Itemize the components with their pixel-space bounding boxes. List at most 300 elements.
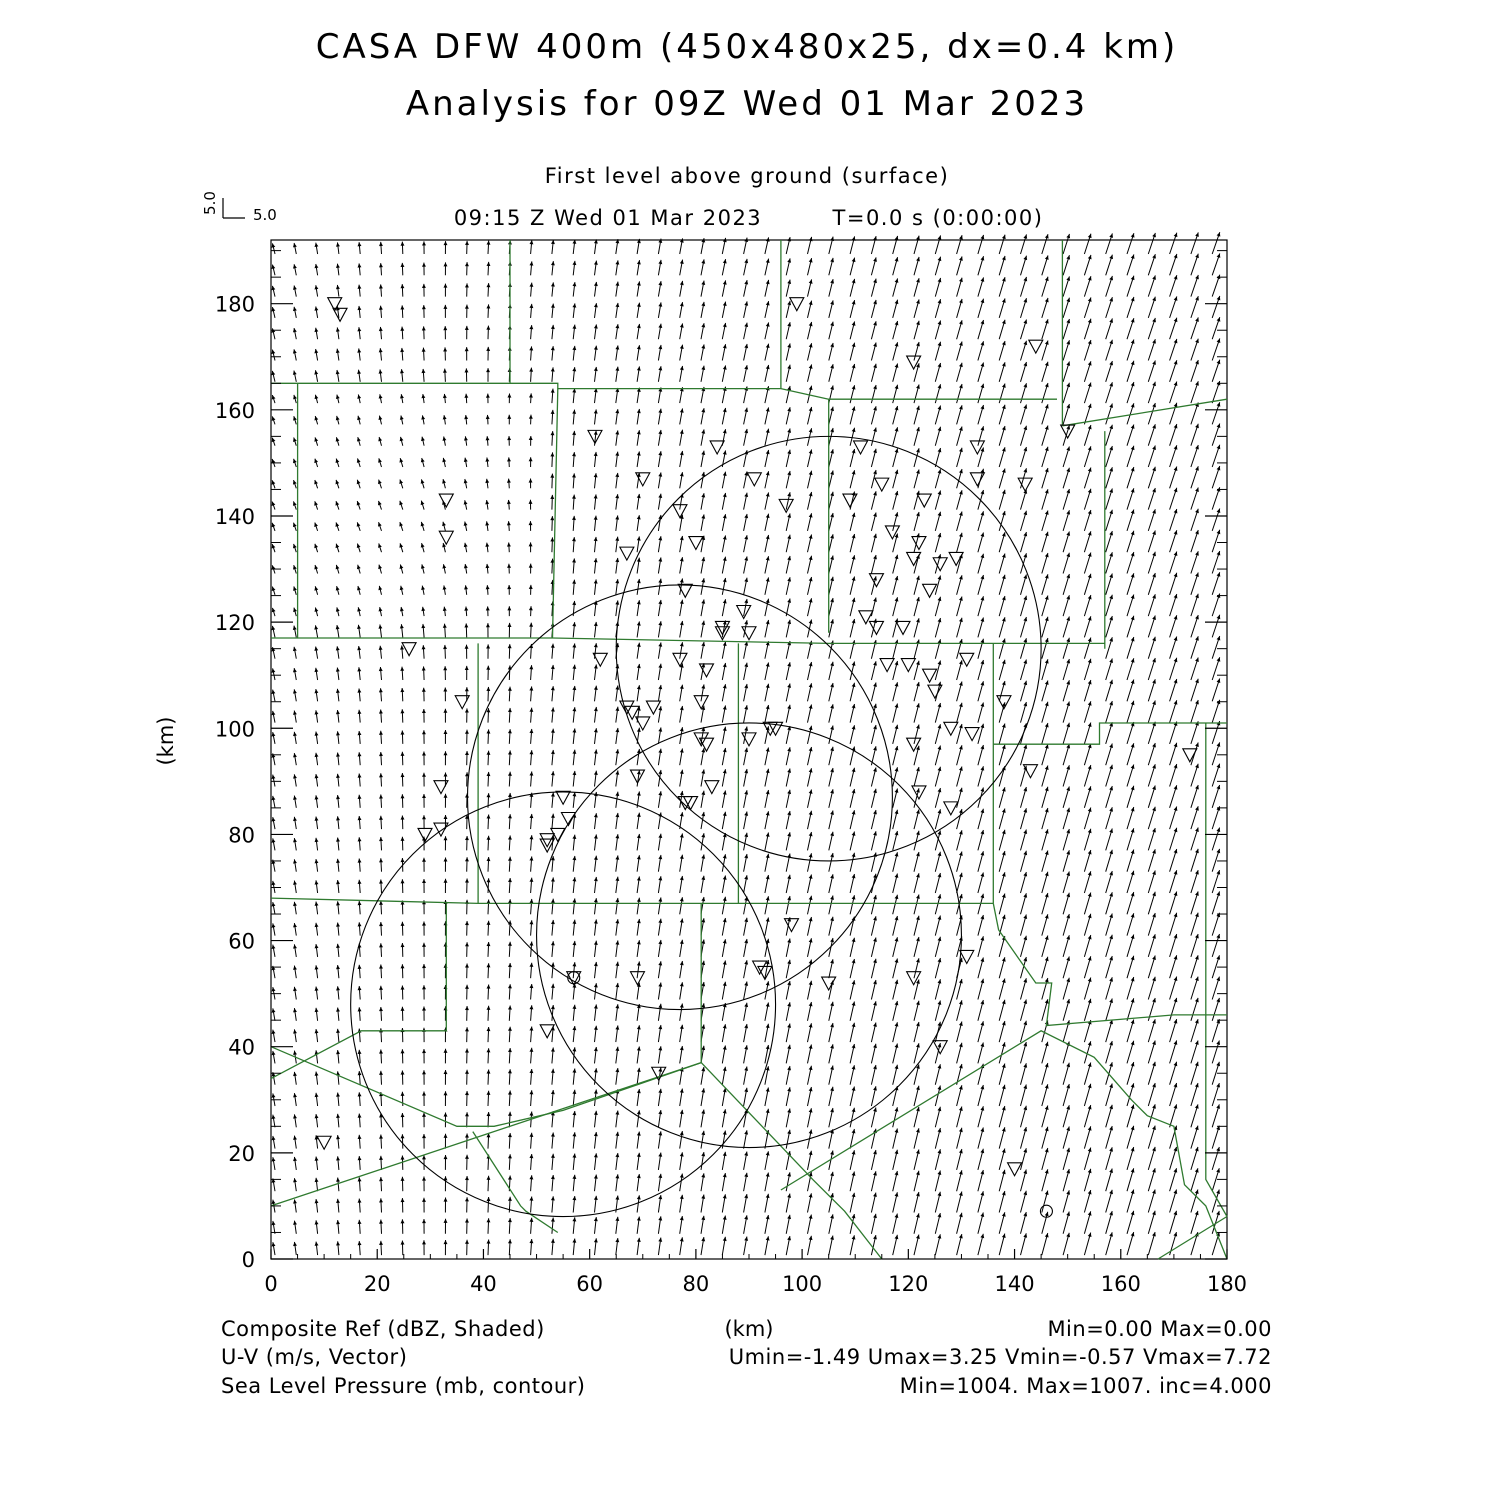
wind-vector [1212, 679, 1220, 702]
wind-vector [1021, 1000, 1028, 1021]
wind-vector [336, 795, 340, 808]
wind-vector [744, 1194, 749, 1212]
wind-vector [336, 774, 340, 787]
wind-vector [1021, 851, 1028, 872]
wind-vector [1170, 828, 1178, 851]
wind-vector [1191, 870, 1199, 893]
wind-vector [871, 300, 877, 318]
wind-vector [1021, 745, 1028, 766]
wind-vector [485, 458, 489, 467]
wind-vector [486, 347, 490, 361]
wind-vector [508, 835, 512, 850]
wind-vector [1021, 936, 1028, 957]
wind-vector [594, 1132, 598, 1149]
wind-vector [914, 1192, 920, 1212]
wind-vector [1170, 1104, 1178, 1127]
wind-vector [1191, 615, 1199, 637]
wind-vector [1212, 742, 1220, 765]
wind-vector [957, 299, 963, 318]
wind-vector [336, 880, 340, 893]
wind-vector [271, 668, 275, 680]
wind-vector [1042, 659, 1049, 680]
wind-vector [272, 1157, 276, 1170]
wind-vector [1084, 1211, 1091, 1233]
wind-vector [572, 1069, 576, 1085]
wind-vector [315, 243, 319, 254]
wind-vector [1170, 892, 1178, 915]
wind-vector [400, 394, 404, 403]
wind-vector [271, 307, 275, 318]
wind-vector [443, 394, 447, 403]
wind-vector [444, 1113, 448, 1128]
wind-vector [808, 981, 813, 1000]
wind-vector [485, 521, 489, 531]
wind-vector [1127, 658, 1134, 680]
wind-vector [871, 406, 877, 424]
wind-vector [315, 1220, 319, 1233]
wind-vector [615, 940, 619, 956]
wind-vector [1212, 1019, 1220, 1042]
wind-vector [765, 365, 770, 382]
wind-vector [1084, 999, 1091, 1021]
wind-vector [893, 300, 899, 318]
wind-vector [442, 564, 446, 573]
wind-vector [765, 769, 770, 787]
wind-vector [680, 1174, 684, 1192]
wind-vector [1191, 487, 1199, 509]
wind-vector [722, 1067, 726, 1085]
wind-vector [1106, 276, 1113, 297]
wind-vector [850, 725, 855, 744]
wind-vector [1148, 871, 1156, 893]
wind-vector [1021, 830, 1028, 851]
wind-vector [1127, 276, 1134, 297]
station-marker [869, 621, 883, 634]
wind-vector [1063, 1233, 1070, 1255]
wind-vector [957, 745, 963, 765]
wind-vector [615, 303, 619, 318]
wind-vector [744, 854, 749, 872]
wind-vector [271, 243, 275, 254]
x-tick-label: 160 [1100, 1272, 1141, 1296]
wind-vector [1191, 913, 1199, 936]
wind-vector [829, 322, 834, 340]
wind-vector [744, 429, 749, 446]
wind-vector [507, 606, 511, 616]
wind-vector [572, 728, 576, 743]
wind-vector [508, 942, 512, 957]
wind-vector [486, 326, 490, 340]
wind-vector [551, 367, 555, 381]
wind-vector [443, 305, 447, 318]
wind-vector [935, 745, 941, 765]
wind-vector [978, 830, 984, 850]
wind-vector [293, 774, 297, 786]
wind-vector [786, 853, 791, 871]
wind-vector [594, 409, 598, 424]
wind-vector [744, 918, 749, 936]
wind-vector [871, 980, 877, 999]
wind-vector [701, 1237, 705, 1255]
wind-vector [1106, 488, 1113, 509]
wind-vector [637, 494, 641, 510]
wind-vector [637, 1004, 641, 1021]
wind-vector [615, 367, 619, 382]
wind-vector [551, 644, 555, 659]
wind-vector [637, 366, 641, 381]
wind-vector [999, 553, 1005, 573]
wind-vector [722, 535, 726, 552]
wind-vector [315, 264, 319, 275]
wind-vector [1063, 893, 1070, 915]
wind-vector [529, 920, 533, 935]
wind-vector [786, 407, 791, 424]
wind-vector [786, 960, 791, 978]
wind-vector [1148, 701, 1156, 723]
wind-vector [1127, 254, 1134, 275]
wind-vector [357, 565, 361, 574]
wind-vector [529, 304, 533, 318]
wind-vector [615, 239, 619, 254]
wind-vector [379, 327, 383, 339]
wind-vector [615, 1004, 619, 1021]
wind-vector [1084, 1148, 1091, 1170]
wind-vector [658, 897, 662, 914]
wind-vector [444, 241, 448, 254]
wind-vector [315, 965, 319, 978]
wind-vector [978, 702, 984, 722]
wind-vector [1084, 1126, 1091, 1148]
wind-vector [1042, 680, 1049, 701]
station-marker [1008, 1163, 1022, 1176]
wind-vector [444, 1049, 448, 1064]
wind-vector [1042, 425, 1049, 445]
wind-vector [464, 394, 468, 403]
wind-vector [765, 1173, 770, 1192]
wind-vector [378, 437, 382, 446]
wind-vector [722, 408, 726, 424]
wind-vector [400, 667, 404, 680]
wind-vector [1191, 934, 1199, 957]
wind-vector [1148, 275, 1156, 296]
wind-vector [314, 370, 318, 382]
wind-vector [957, 533, 963, 552]
wind-vector [529, 368, 533, 382]
wind-vector [572, 920, 576, 936]
station-marker [737, 606, 751, 619]
wind-vector [379, 242, 383, 254]
wind-vector [722, 280, 726, 296]
wind-vector [701, 451, 705, 467]
wind-vector [357, 710, 361, 723]
wind-vector [914, 1022, 920, 1042]
wind-vector [701, 514, 705, 530]
wind-vector [1212, 657, 1220, 680]
wind-vector [999, 1085, 1005, 1106]
wind-vector [914, 852, 920, 872]
wind-vector [1170, 998, 1178, 1021]
wind-vector [850, 959, 855, 978]
wind-vector [1170, 551, 1178, 573]
wind-vector [680, 1237, 684, 1255]
wind-vector [1042, 808, 1049, 829]
wind-vector [1212, 977, 1220, 1000]
wind-vector [829, 300, 834, 317]
wind-vector [999, 1191, 1005, 1212]
wind-vector [443, 607, 447, 616]
wind-vector [765, 492, 770, 509]
wind-vector [1042, 1233, 1049, 1255]
wind-vector [1084, 1105, 1091, 1127]
wind-vector [1148, 509, 1156, 531]
wind-vector [400, 624, 404, 637]
wind-vector [464, 436, 468, 445]
wind-vector [615, 685, 619, 701]
wind-vector [1084, 531, 1091, 552]
wind-vector [999, 979, 1005, 1000]
wind-vector [422, 305, 426, 318]
wind-vector [1191, 1040, 1199, 1063]
wind-vector [658, 621, 662, 637]
wind-vector [680, 940, 684, 957]
wind-vector [850, 513, 855, 531]
wind-vector [572, 792, 576, 808]
wind-vector [1042, 553, 1049, 574]
wind-vector [850, 938, 855, 957]
wind-vector [829, 258, 834, 275]
wind-vector [401, 752, 405, 765]
station-marker [684, 797, 698, 810]
wind-vector [722, 365, 726, 381]
wind-vector [1127, 1190, 1134, 1213]
wind-vector [271, 286, 275, 297]
wind-vector [893, 852, 899, 871]
wind-vector [893, 342, 899, 360]
wind-vector [401, 1219, 405, 1233]
county-line [271, 898, 993, 903]
x-tick-label: 180 [1206, 1272, 1248, 1296]
wind-vector [1063, 702, 1070, 723]
wind-vector [914, 1150, 920, 1170]
station-marker [944, 722, 958, 735]
wind-vector [1042, 447, 1049, 467]
wind-vector [744, 535, 749, 552]
wind-vector [722, 1152, 726, 1170]
wind-vector [1127, 977, 1134, 999]
wind-vector [808, 449, 813, 467]
wind-vector [421, 624, 425, 637]
wind-vector [444, 262, 448, 275]
wind-vector [1084, 680, 1091, 701]
wind-vector [765, 896, 770, 914]
wind-vector [422, 1092, 426, 1106]
wind-vector [443, 624, 447, 638]
wind-vector [401, 837, 405, 851]
wind-vector [508, 984, 512, 999]
wind-vector [529, 415, 533, 425]
wind-vector [935, 299, 941, 318]
wind-vector [1191, 424, 1199, 446]
wind-vector [594, 452, 598, 467]
wind-vector [1191, 679, 1199, 702]
wind-vector [765, 641, 770, 658]
wind-vector [914, 448, 920, 467]
wind-vector [829, 279, 834, 296]
wind-vector [1148, 382, 1156, 403]
wind-vector [1212, 296, 1220, 318]
wind-vector [1084, 552, 1091, 573]
wind-vector [1127, 1105, 1134, 1128]
wind-vector [1042, 1212, 1049, 1234]
wind-vector [465, 1006, 469, 1021]
y-tick-label: 0 [241, 1248, 255, 1272]
wind-vector [1042, 319, 1049, 339]
wind-vector [935, 1149, 941, 1170]
wind-vector [551, 750, 555, 765]
wind-vector [850, 1172, 855, 1192]
wind-vector [336, 1199, 340, 1213]
wind-vector [486, 687, 490, 701]
wind-vector [978, 1106, 984, 1127]
y-tick-label: 100 [214, 717, 255, 742]
wind-vector [422, 1240, 426, 1255]
wind-vector [1042, 532, 1049, 552]
wind-vector [1148, 530, 1156, 552]
wind-vector [272, 502, 276, 510]
wind-vector [893, 278, 899, 296]
wind-vector [1042, 914, 1049, 935]
wind-vector [829, 789, 834, 808]
wind-vector [786, 768, 791, 786]
wind-vector [1127, 828, 1134, 850]
wind-vector [465, 1112, 469, 1127]
wind-vector [444, 1155, 448, 1170]
wind-vector [978, 660, 984, 680]
wind-vector [935, 278, 941, 297]
wind-vector [850, 279, 855, 297]
wind-vector [379, 858, 383, 871]
wind-vector [594, 771, 598, 787]
wind-vector [1170, 594, 1178, 616]
wind-vector [871, 470, 877, 488]
wind-vector [357, 501, 361, 510]
wind-vector [572, 537, 576, 552]
wind-vector [1127, 531, 1134, 552]
wind-vector [378, 480, 382, 489]
wind-vector [978, 745, 984, 765]
wind-vector [1191, 1168, 1199, 1191]
wind-vector [1021, 957, 1028, 978]
wind-vector [957, 1043, 963, 1064]
wind-vector [786, 683, 791, 701]
wind-vector [786, 450, 791, 467]
wind-vector [357, 437, 361, 446]
wind-vector [336, 285, 340, 297]
wind-vector [293, 565, 297, 573]
wind-vector [999, 490, 1006, 510]
wind-vector [615, 579, 619, 595]
wind-vector [336, 607, 340, 616]
wind-vector [765, 705, 770, 723]
wind-vector [1170, 1168, 1178, 1191]
wind-vector [443, 284, 447, 297]
wind-vector [1021, 256, 1028, 276]
wind-vector [957, 724, 963, 744]
wind-vector [786, 386, 791, 403]
wind-vector [1170, 360, 1178, 382]
wind-vector [1191, 785, 1199, 808]
wind-vector [594, 877, 598, 893]
wind-vector [529, 585, 533, 595]
wind-vector [850, 683, 855, 702]
wind-vector [1212, 1083, 1220, 1106]
wind-vector [465, 1027, 469, 1042]
wind-vector [1042, 234, 1049, 254]
wind-vector [293, 328, 297, 339]
wind-vector [1148, 573, 1156, 595]
wind-vector [680, 1004, 684, 1021]
wind-vector [336, 689, 340, 702]
wind-vector [1191, 849, 1199, 872]
wind-vector [658, 1216, 662, 1234]
wind-vector [893, 980, 899, 1000]
wind-vector [1021, 702, 1028, 723]
wind-vector [1127, 637, 1134, 659]
wind-vector [1021, 617, 1028, 637]
wind-vector [786, 1045, 791, 1064]
wind-vector [1063, 978, 1070, 1000]
wind-vector [422, 284, 426, 297]
wind-vector [978, 766, 984, 786]
wind-vector [701, 387, 705, 403]
wind-vector [786, 577, 791, 595]
wind-vector [594, 367, 598, 382]
wind-vector [358, 1071, 362, 1085]
wind-vector [637, 345, 641, 360]
wind-vector [999, 851, 1005, 872]
wind-vector [379, 922, 383, 936]
wind-vector [1191, 1126, 1199, 1149]
wind-vector [935, 427, 941, 446]
wind-vector [1063, 340, 1070, 360]
wind-vector [957, 1022, 963, 1043]
slp-stats: Min=1004. Max=1007. inc=4.000 [899, 1374, 1272, 1398]
y-tick-label: 140 [214, 504, 255, 529]
wind-vector [357, 480, 361, 489]
wind-vector [1212, 849, 1220, 872]
wind-vector [722, 1194, 726, 1212]
wind-vector [272, 1221, 276, 1234]
wind-vector [637, 1238, 641, 1255]
wind-vector [1170, 296, 1178, 317]
wind-vector [1148, 786, 1156, 808]
wind-vector [422, 1049, 426, 1063]
wind-vector [1084, 893, 1091, 915]
wind-vector [357, 327, 361, 339]
wind-vector [358, 986, 362, 999]
station-marker [880, 659, 894, 672]
wind-vector [935, 958, 941, 978]
wind-vector [829, 1044, 834, 1063]
wind-vector [615, 728, 619, 744]
wind-vector [1127, 998, 1134, 1021]
wind-vector [336, 710, 340, 723]
wind-vector [1170, 254, 1178, 275]
wind-vector [508, 899, 512, 914]
wind-vector [272, 711, 276, 723]
wind-vector [871, 555, 877, 574]
wind-vector [701, 259, 705, 275]
